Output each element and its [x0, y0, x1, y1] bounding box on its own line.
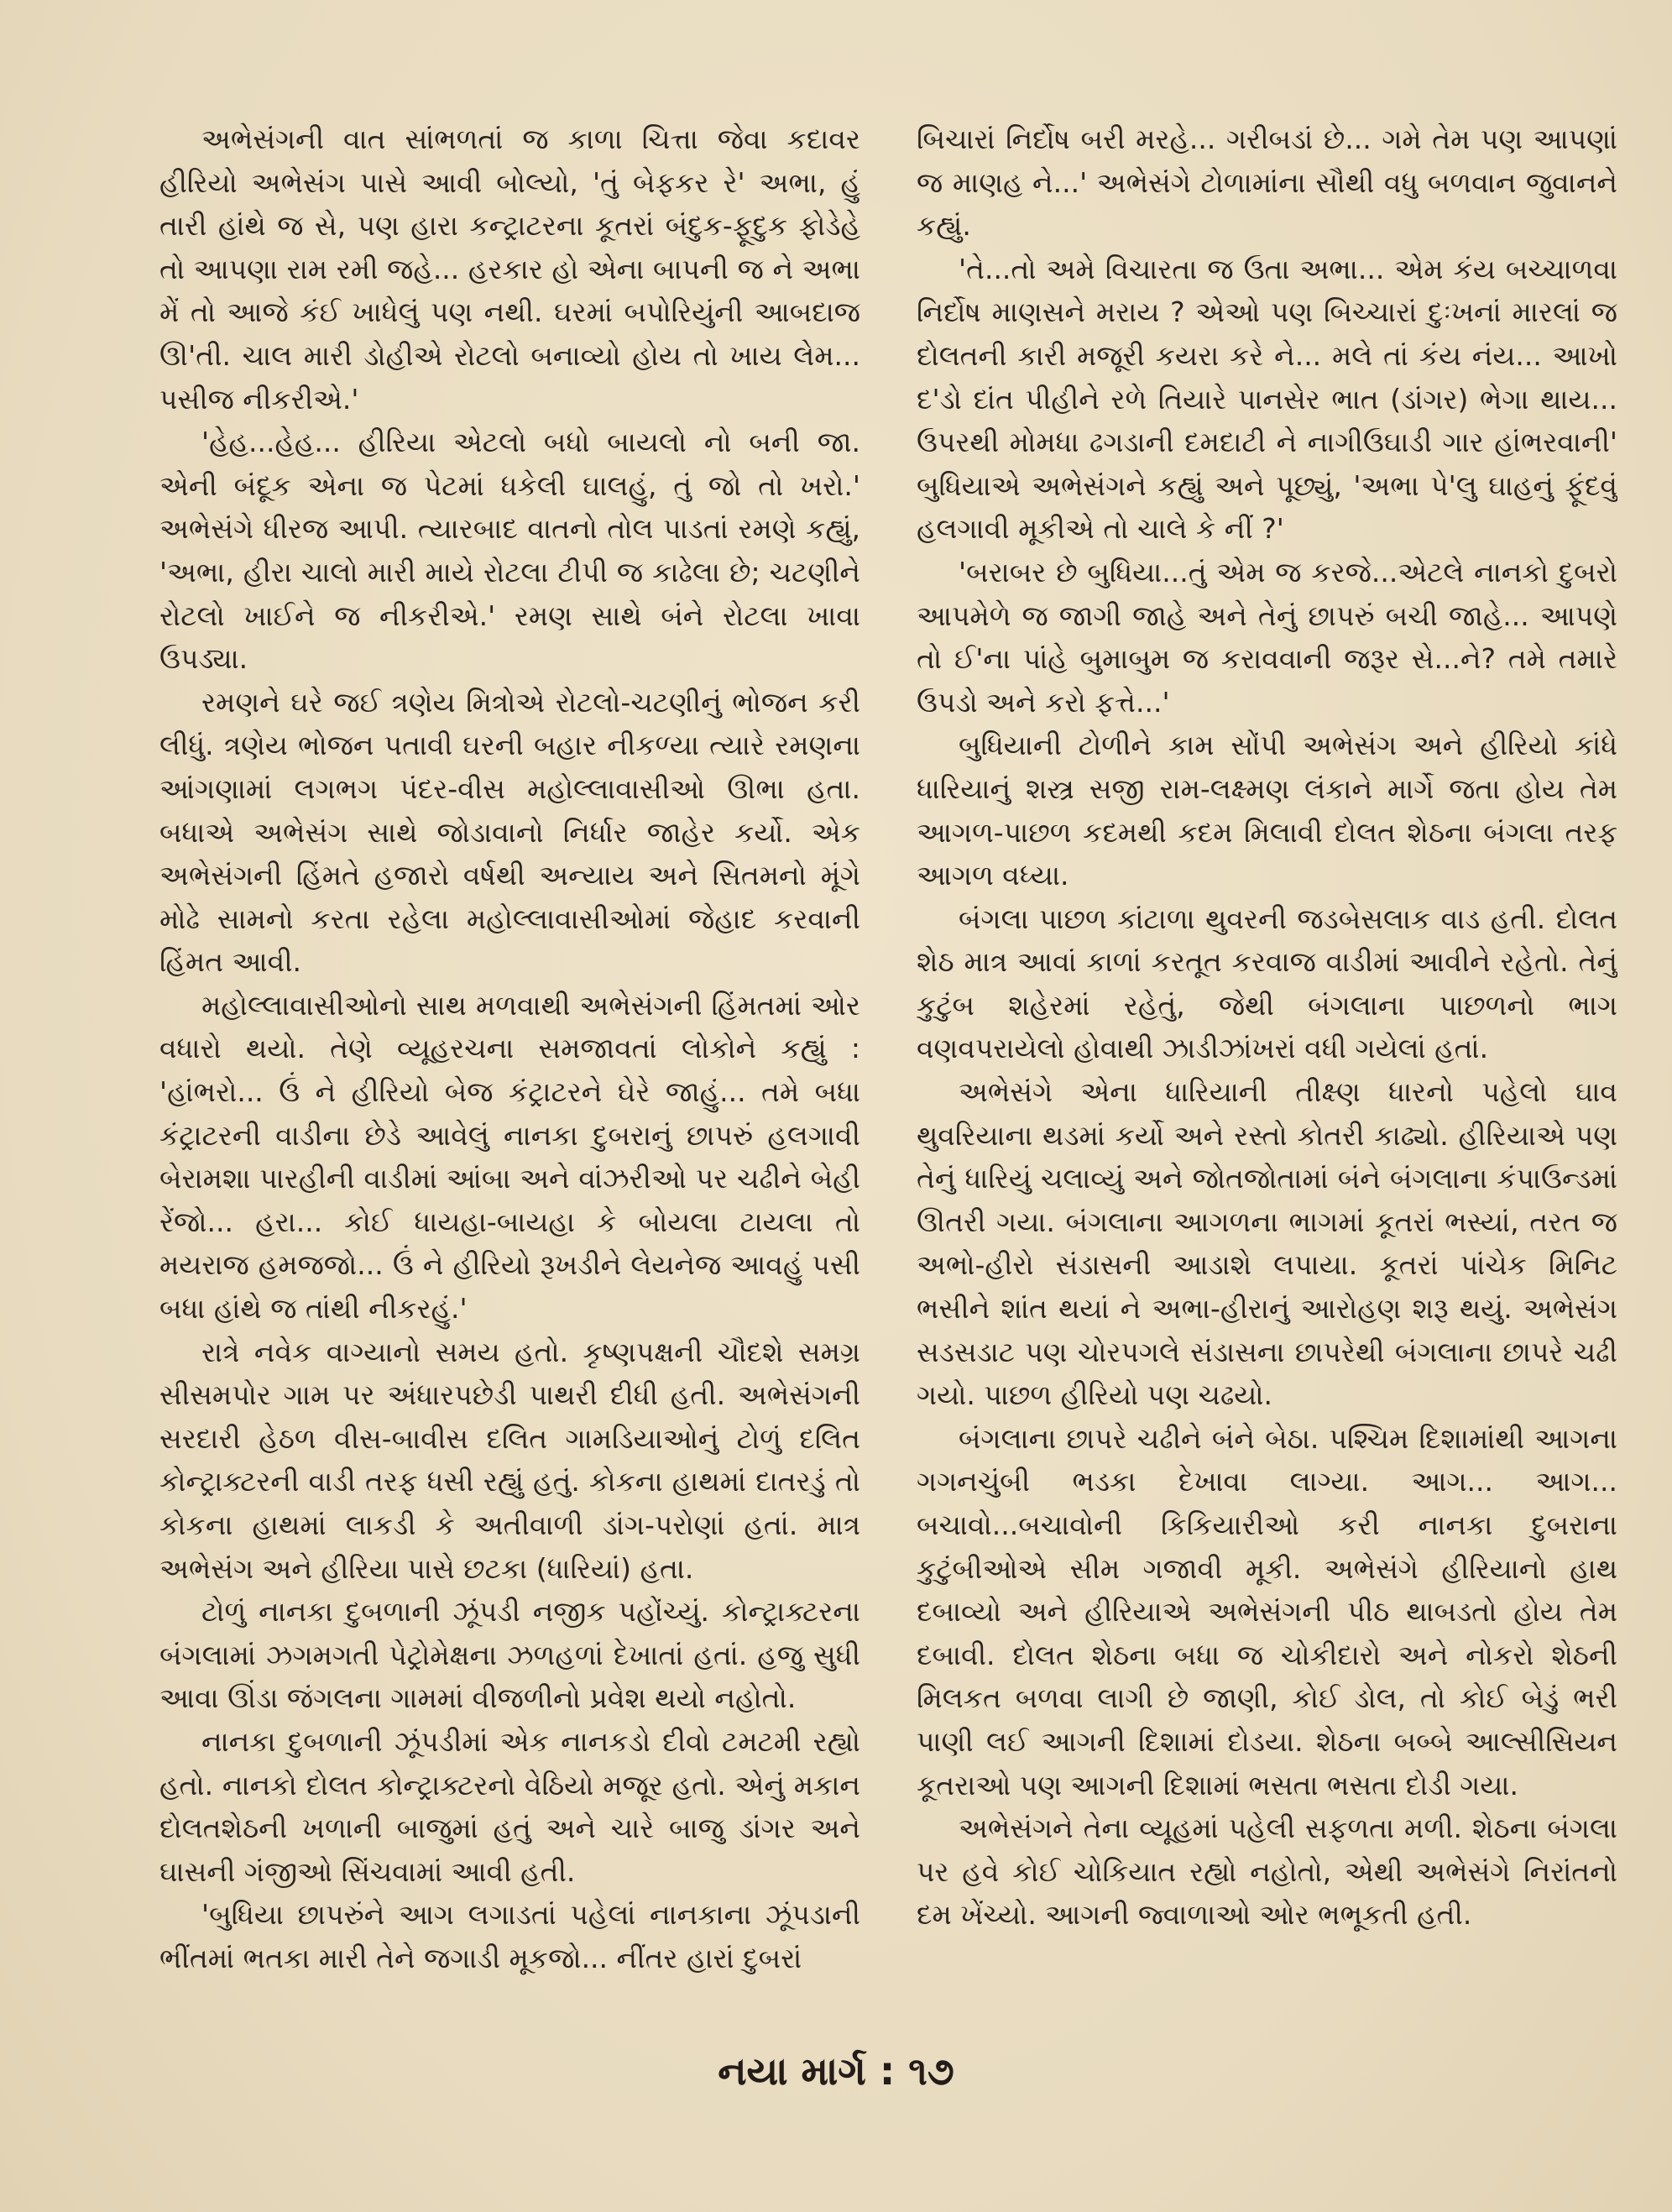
paragraph: અભેસંગે એના ધારિયાની તીક્ષ્ણ ધારનો પહેલો ઘાવ થુવરિયાના થડમાં કર્યો અને રસ્તો કોતરી કાઢ્યો. હીરિયાએ પણ તેનું ધારિયું ચલાવ્યું અને જોતજોતામાં બંને બંગલાના કંપાઉન્ડમાં ઊતરી ગયા. બંગલાના આગળના ભાગમાં કૂતરાં ભસ્યાં, તરત જ અભો-હીરો સંડાસની આડાશે લપાયા. કૂતરાં પાંચેક મિનિટ ભસીને શાંત થયાં ને અભા-હીરાનું આરોહણ શરૂ થયું. અભેસંગ સડસડાટ પણ ચોરપગલે સંડાસના છાપરેથી બંગલાના છાપરે ચઢી ગયો. પાછળ હીરિયો પણ ચઢયો. [917, 1075, 1617, 1412]
paragraph: બંગલા પાછળ કાંટાળા થુવરની જડબેસલાક વાડ હતી. દોલત શેઠ માત્ર આવાં કાળાં કરતૂત કરવાજ વાડીમાં આવીને રહેતો. તેનું કુટુંબ શહેરમાં રહેતું, જેથી બંગલાના પાછળનો ભાગ વણવપરાયેલો હોવાથી ઝાડીઝાંખરાં વધી ગયેલાં હતાં. [917, 902, 1617, 1065]
right-column [917, 118, 1617, 2032]
paragraph: અભેસંગને તેના વ્યૂહમાં પહેલી સફળતા મળી. શેઠના બંગલા પર હવે કોઈ ચોકિયાત રહ્યો નહોતો, એથી અભેસંગે નિરાંતનો દમ ખેંચ્યો. આગની જ્વાળાઓ ઓર ભભૂકતી હતી. [917, 1812, 1617, 1932]
paragraph: બુધિયાની ટોળીને કામ સોંપી અભેસંગ અને હીરિયો કાંધે ધારિયાનું શસ્ત્ર સજી રામ-લક્ષ્મણ લંકાને માર્ગે જતા હોય તેમ આગળ-પાછળ કદમથી કદમ મિલાવી દોલત શેઠના બંગલા તરફ આગળ વધ્યા. [917, 729, 1617, 892]
paragraph: 'બરાબર છે બુધિયા...તું એમ જ કરજે...એટલે નાનકો દુબરો આપમેળે જ જાગી જાહે અને તેનું છાપરું બચી જાહે... આપણે તો ઈ'ના પાંહે બુમાબુમ જ કરાવવાની જરૂર સે...ને? તમે તમારે ઉપડો અને કરો ફત્તે...' [917, 555, 1617, 719]
paragraph: રમણને ઘરે જઈ ત્રણેય મિત્રોએ રોટલો-ચટણીનું ભોજન કરી લીધું. ત્રણેય ભોજન પતાવી ઘરની બહાર નીકળ્યા ત્યારે રમણના આંગણામાં લગભગ પંદર-વીસ મહોલ્લાવાસીઓ ઊભા હતા. બધાએ અભેસંગ સાથે જોડાવાનો નિર્ધાર જાહેર કર્યો. એક અભેસંગની હિંમતે હજારો વર્ષથી અન્યાય અને સિતમનો મૂંગે મોઢે સામનો કરતા રહેલા મહોલ્લાવાસીઓમાં જેહાદ કરવાની હિંમત આવી. [159, 685, 860, 979]
paragraph: નાનકા દુબળાની ઝૂંપડીમાં એક નાનકડો દીવો ટમટમી રહ્યો હતો. નાનકો દોલત કોન્ટ્રાક્ટરનો વેઠિયો મજૂર હતો. એનું મકાન દોલતશેઠની ખળાની બાજુમાં હતું અને ચારે બાજુ ડાંગર અને ઘાસની ગંજીઓ સિંચવામાં આવી હતી. [159, 1724, 860, 1888]
left-column [159, 118, 860, 2032]
paragraph: બંગલાના છાપરે ચઢીને બંને બેઠા. પશ્ચિમ દિશામાંથી આગના ગગનચુંબી ભડકા દેખાવા લાગ્યા. આગ... આગ... બચાવો...બચાવોની કિકિયારીઓ કરી નાનકા દુબરાના કુટુંબીઓએ સીમ ગજાવી મૂકી. અભેસંગે હીરિયાનો હાથ દબાવ્યો અને હીરિયાએ અભેસંગની પીઠ થાબડતો હોય તેમ દબાવી. દોલત શેઠના બધા જ ચોકીદારો અને નોકરો શેઠની મિલકત બળવા લાગી છે જાણી, કોઈ ડોલ, તો કોઈ બેડું ભરી પાણી લઈ આગની દિશામાં દોડયા. શેઠના બબ્બે આલ્સીસિયન કૂતરાઓ પણ આગની દિશામાં ભસતા ભસતા દોડી ગયા. [917, 1421, 1617, 1801]
paragraph: 'તે...તો અમે વિચારતા જ ઉતા અભા... એમ કંય બચ્ચાળવા નિર્દોષ માણસને મરાય ? એઓ પણ બિચ્ચારાં દુઃખનાં મારલાં જ દોલતની કારી મજૂરી કયરા કરે ને... મલે તાં કંય નંય... આખો દ'ડો દાંત પીહીને રળે તિયારે પાનસેર ભાત (ડાંગર) ભેગા થાય... ઉપરથી મોમધા ઢગડાની દમદાટી ને નાગીઉઘાડી ગાર હાંભરવાની' બુધિયાએ અભેસંગને કહ્યું અને પૂછ્યું, 'અભા પે'લુ ઘાહનું ફૂંદવું હલગાવી મૂકીએ તો ચાલે કે નીં ?' [917, 252, 1617, 546]
paragraph: 'બુધિયા છાપરુંને આગ લગાડતાં પહેલાં નાનકાના ઝૂંપડાની ભીંતમાં ભતકા મારી તેને જગાડી મૂકજો... નીંતર હારાં દુબરાં [159, 1898, 860, 1974]
paragraph: રાત્રે નવેક વાગ્યાનો સમય હતો. કૃષ્ણપક્ષની ચૌદશે સમગ્ર સીસમપોર ગામ પર અંધારપછેડી પાથરી દીધી હતી. અભેસંગની સરદારી હેઠળ વીસ-બાવીસ દલિત ગામડિયાઓનું ટોળું દલિત કોન્ટ્રાક્ટરની વાડી તરફ ધસી રહ્યું હતું. કોકના હાથમાં દાતરડું તો કોકના હાથમાં લાકડી કે અતીવાળી ડાંગ-પરોણાં હતાં. માત્ર અભેસંગ અને હીરિયા પાસે છટકા (ધારિયાં) હતા. [159, 1335, 860, 1585]
paragraph: બિચારાં નિર્દોષ બરી મરહે... ગરીબડાં છે... ગમે તેમ પણ આપણાં જ માણહ ને...' અભેસંગે ટોળામાંના સૌથી વધુ બળવાન જુવાનને કહ્યું. [917, 123, 1617, 243]
paragraph: અભેસંગની વાત સાંભળતાં જ કાળા ચિત્તા જેવા કદાવર હીરિયો અભેસંગ પાસે આવી બોલ્યો, 'તું બેફકર રે' અભા, હું તારી હાંથે જ સે, પણ હારા કન્ટ્રાટરના કૂતરાં બંદુક-ફૂદુક ફોડેહે તો આપણા રામ રમી જહે... હરકાર હો એના બાપની જ ને અભા મેં તો આજે કંઈ ખાધેલું પણ નથી. ઘરમાં બપોરિયુંની આબદાજ ઊ'તી. ચાલ મારી ડોહીએ રોટલો બનાવ્યો હોય તો ખાય લેમ... પસીજ નીકરીએ.' [159, 123, 860, 416]
paragraph: 'હેહ...હેહ... હીરિયા એટલો બધો બાયલો નો બની જા. એની બંદૂક એના જ પેટમાં ધકેલી ઘાલહું, તું જો તો ખરો.' અભેસંગે ધીરજ આપી. ત્યારબાદ વાતનો તોલ પાડતાં રમણે કહ્યું, 'અભા, હીરા ચાલો મારી માયે રોટલા ટીપી જ કાઢેલા છે; ચટણીને રોટલો ખાઈને જ નીકરીએ.' રમણ સાથે બંને રોટલા ખાવા ઉપડ્યા. [159, 426, 860, 676]
page-footer: નયા માર્ગ : ૧૭ [718, 2048, 954, 2094]
paragraph: ટોળું નાનકા દુબળાની ઝૂંપડી નજીક પહોંચ્યું. કોન્ટ્રાક્ટરના બંગલામાં ઝગમગતી પેટ્રોમેક્ષના ઝળહળાં દેખાતાં હતાં. હજુ સુધી આવા ઊંડા જંગલના ગામમાં વીજળીનો પ્રવેશ થયો નહોતો. [159, 1595, 860, 1715]
paragraph: મહોલ્લાવાસીઓનો સાથ મળવાથી અભેસંગની હિંમતમાં ઓર વધારો થયો. તેણે વ્યૂહરચના સમજાવતાં લોકોને કહ્યું : 'હાંભરો... ઉં ને હીરિયો બેજ કંટ્રાટરને ઘેરે જાહું... તમે બધા કંટ્રાટરની વાડીના છેડે આવેલું નાનકા દુબરાનું છાપરું હલગાવી બેરામશા પારહીની વાડીમાં આંબા અને વાંઝરીઓ પર ચઢીને બેહી રેંજો... હરા... કોઈ ધાયહા-બાયહા કે બોયલા ટાયલા તો મયરાજ હમજજો... ઉં ને હીરિયો રૂખડીને લેયનેજ આવહું પસી બધા હાંથે જ તાંથી નીકરહું.' [159, 988, 860, 1326]
